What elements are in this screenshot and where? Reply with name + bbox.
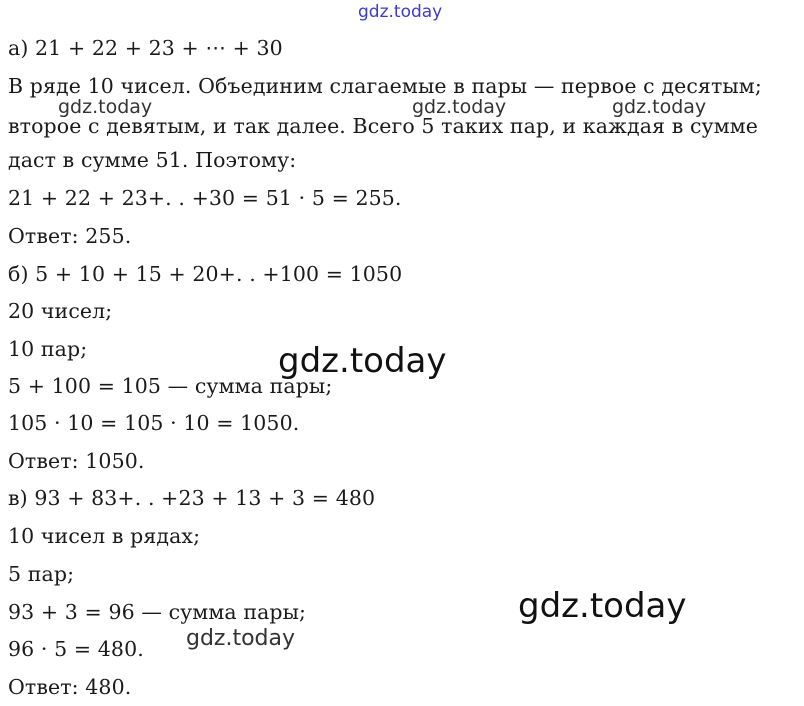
text-line: Ответ: 480. bbox=[8, 675, 132, 699]
text-line: б) 5 + 10 + 15 + 20+. . +100 = 1050 bbox=[8, 262, 403, 286]
text-line: а) 21 + 22 + 23 + ⋯ + 30 bbox=[8, 36, 283, 60]
text-line: 93 + 3 = 96 — сумма пары; bbox=[8, 600, 307, 624]
text-line: второе с девятым, и так далее. Всего 5 таких пар, и каждая в сумме bbox=[8, 114, 759, 138]
watermark-large: gdz.today bbox=[278, 341, 447, 381]
watermark-top: gdz.today bbox=[358, 2, 443, 22]
text-line: 96 · 5 = 480. bbox=[8, 637, 144, 661]
text-line: 105 · 10 = 105 · 10 = 1050. bbox=[8, 411, 300, 435]
text-line: 21 + 22 + 23+. . +30 = 51 · 5 = 255. bbox=[8, 186, 402, 210]
text-line: Ответ: 1050. bbox=[8, 449, 145, 473]
text-line: 10 чисел в рядах; bbox=[8, 524, 201, 548]
watermark: gdz.today bbox=[612, 96, 707, 118]
text-line: 10 пар; bbox=[8, 337, 88, 361]
text-line: 5 + 100 = 105 — сумма пары; bbox=[8, 374, 333, 398]
text-line: 20 чисел; bbox=[8, 299, 113, 323]
watermark: gdz.today bbox=[186, 626, 296, 651]
text-line: 5 пар; bbox=[8, 562, 75, 586]
watermark: gdz.today bbox=[412, 96, 507, 118]
text-line: В ряде 10 чисел. Объединим слагаемые в пары — первое с десятым; bbox=[8, 74, 762, 98]
text-line: в) 93 + 83+. . +23 + 13 + 3 = 480 bbox=[8, 486, 376, 510]
text-line: Ответ: 255. bbox=[8, 224, 132, 248]
watermark: gdz.today bbox=[58, 96, 153, 118]
text-line: даст в сумме 51. Поэтому: bbox=[8, 148, 297, 172]
watermark-large: gdz.today bbox=[518, 586, 687, 626]
